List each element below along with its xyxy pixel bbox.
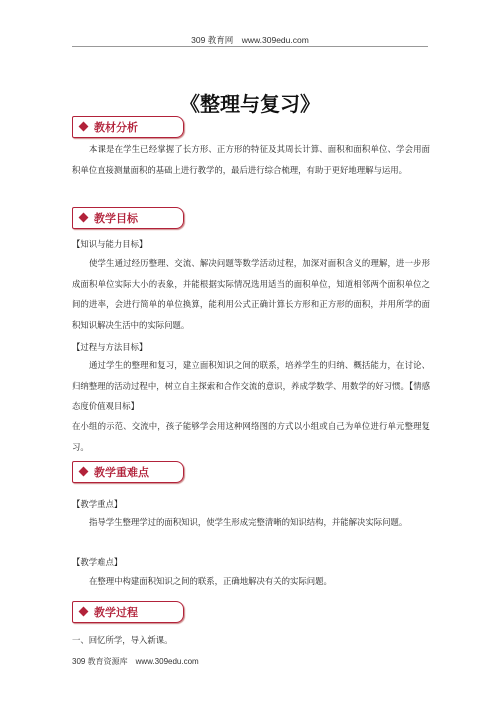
page-header: 309 教育网 www.309edu.com [191,35,309,45]
difficulty-text: 在整理中构建面积知识之间的联系，正确地解决有关的实际问题。 [89,576,332,586]
analysis-paragraph: 本课是在学生已经掌握了长方形、正方形的特征及其周长计算、面积和面积单位、学会用面积单位直接测量面积的基础上进行教学的，最后进行综合梳理，有助于更好地理解与运用。 [72,144,430,175]
document-title: 《整理与复习》 [180,92,320,116]
knowledge-goal-heading: 【知识与能力目标】 [72,239,148,249]
process-goal-heading: 【过程与方法目标】 [72,342,148,352]
focus-text: 指导学生整理学过的面积知识，使学生形成完整清晰的知识结构，并能解决实际问题。 [89,517,408,527]
knowledge-goal-text: 使学生通过经历整理、交流、解决问题等数学活动过程，加深对面积含义的理解，进一步形成面积单位实际大小的表象，并能根据实际情况选用适当的面积单位，知道相邻两个面积单位之间的进率，会进行简单的单位换算，能利用公式正确计算长方形和正方形的面积，并用所学的面积知识解决生活中的实际问题。 [72,258,430,330]
section-label: 教材分析 [94,121,138,134]
section-label: 教学过程 [94,606,138,619]
section-label: 教学目标 [94,212,138,225]
section-label: 教学重难点 [94,466,149,479]
page-footer: 309 教育资源库 www.309edu.com [72,657,199,666]
difficulty-heading: 【教学难点】 [72,557,123,567]
process-goal-text: 通过学生的整理和复习，建立面积知识之间的联系，培养学生的归纳、概括能力，在讨论、归纳整理的活动过程中，树立自主探索和合作交流的意识，养成学数学、用数学的好习惯。【情感态度价值观目标】 [72,360,430,411]
focus-heading: 【教学重点】 [72,499,123,509]
header-divider [72,46,428,47]
emotion-goal-text: 在小组的示范、交流中，孩子能够学会用这种网络图的方式以小组或自己为单位进行单元整理复习。 [72,421,430,452]
process-step-1: 一、回忆所学，导入新课。 [72,635,173,645]
